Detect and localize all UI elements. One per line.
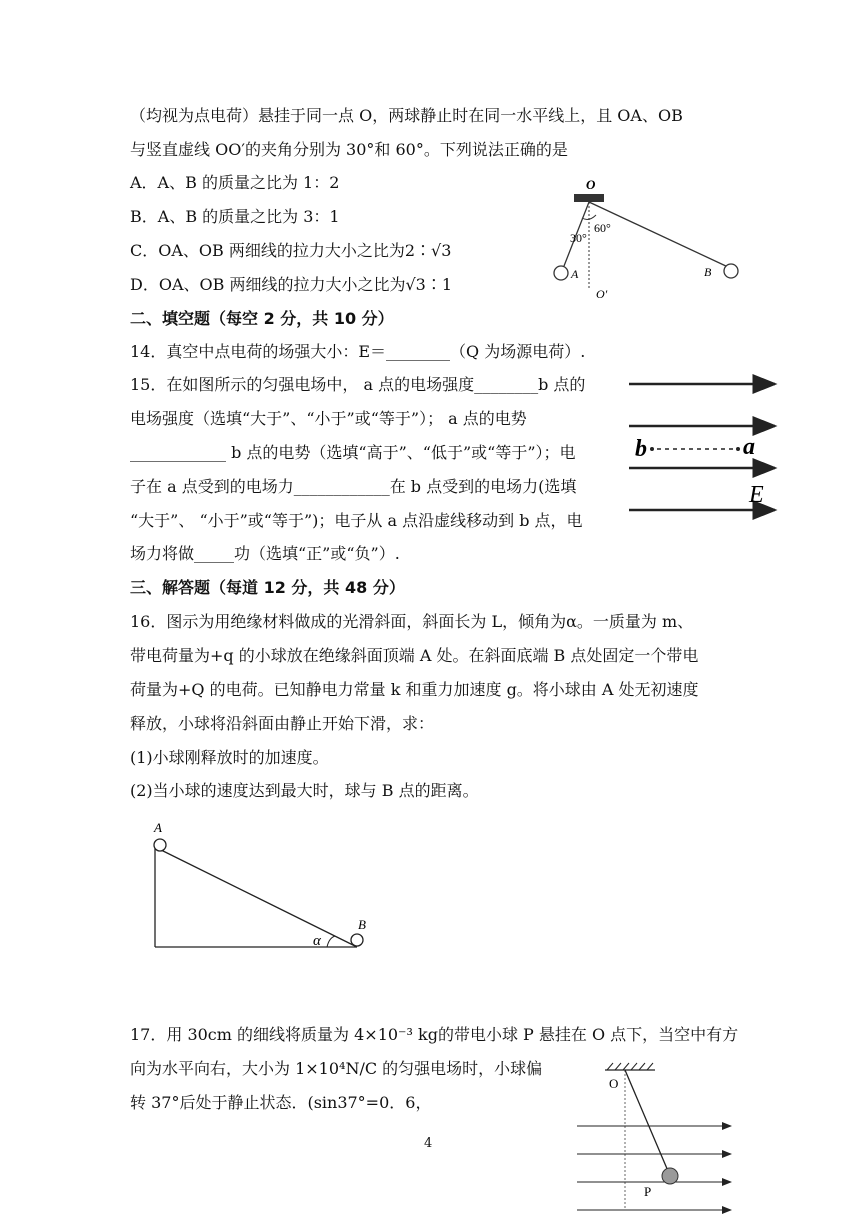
- q16-figure: [145, 815, 385, 955]
- angle-alpha-arc: [327, 936, 335, 947]
- section-3-heading: 三、解答题（每道 12 分，共 48 分）: [130, 578, 405, 597]
- q16-line-3: 荷量为+Q 的电荷。已知静电力常量 k 和重力加速度 g。将小球由 A 处无初速度: [130, 680, 699, 699]
- q13-option-a: A．A、B 的质量之比为 1：2: [130, 173, 340, 192]
- q16-line-4: 释放，小球将沿斜面由静止开始下滑，求：: [130, 714, 435, 733]
- point-o-label: O: [586, 177, 596, 192]
- angle-60-label: 60°: [594, 221, 611, 235]
- q15-figure: [625, 370, 785, 530]
- point-b-label: B: [358, 917, 366, 932]
- incline-slope: [155, 847, 357, 947]
- q16-line-1: 16．图示为用绝缘材料做成的光滑斜面，斜面长为 L，倾角为α。一质量为 m、: [130, 612, 694, 631]
- pendulum-string: [625, 1070, 668, 1171]
- field-e-label: E: [749, 482, 764, 508]
- point-o-prime-label: O′: [596, 287, 608, 301]
- q17-figure: [575, 1058, 735, 1216]
- section-2-heading: 二、填空题（每空 2 分，共 10 分）: [130, 309, 394, 328]
- q16-sub-1: (1)小球刚释放时的加速度。: [130, 748, 329, 767]
- point-a-label: A: [154, 820, 162, 835]
- q15-line-5: “大于”、 “小于”或“等于”)；电子从 a 点沿虚线移动到 b 点，电: [130, 511, 583, 530]
- ceiling-hatch: [607, 1063, 653, 1070]
- q14-text: 14．真空中点电荷的场强大小：E＝________（Q 为场源电荷）.: [130, 342, 586, 361]
- q17-line-2: 向为水平向右，大小为 1×10⁴N/C 的匀强电场时，小球偏: [130, 1059, 543, 1078]
- q13-line-1: （均视为点电荷）悬挂于同一点 O，两球静止时在同一水平线上，且 OA、OB: [130, 106, 683, 125]
- q15-line-1: 15．在如图所示的匀强电场中， a 点的电场强度________b 点的: [130, 375, 586, 394]
- q17-line-3: 转 37°后处于静止状态．(sin37°=0．6，: [130, 1093, 432, 1112]
- ball-p: [662, 1168, 678, 1184]
- q13-option-d: D．OA、OB 两细线的拉力大小之比为√3∶1: [130, 275, 453, 294]
- angle-alpha-label: α: [313, 933, 321, 949]
- q15-line-4: 子在 a 点受到的电场力____________在 b 点受到的电场力(选填: [130, 477, 577, 496]
- point-b-label: B: [704, 265, 712, 279]
- q13-figure: [540, 172, 750, 302]
- q15-line-2: 电场强度（选填“大于”、“小于”或“等于”）； a 点的电势: [130, 409, 527, 428]
- q15-line-6: 场力将做_____功（选填“正”或“负”）.: [130, 544, 400, 563]
- ball-b: [724, 264, 738, 278]
- q13-option-b: B．A、B 的质量之比为 3：1: [130, 207, 340, 226]
- q16-line-2: 带电荷量为+q 的小球放在绝缘斜面顶端 A 处。在斜面底端 B 点处固定一个带电: [130, 646, 699, 665]
- point-a-dot: [736, 447, 740, 451]
- q13-line-2: 与竖直虚线 OO′的夹角分别为 30°和 60°。下列说法正确的是: [130, 140, 568, 159]
- q15-line-3: ____________ b 点的电势（选填“高于”、“低于”或“等于”）；电: [130, 443, 576, 462]
- q16-sub-2: (2)当小球的速度达到最大时，球与 B 点的距离。: [130, 781, 479, 800]
- point-p-label: P: [644, 1184, 652, 1199]
- q13-option-c: C．OA、OB 两细线的拉力大小之比为2∶√3: [130, 241, 452, 260]
- q17-line-1: 17．用 30cm 的细线将质量为 4×10⁻³ kg的带电小球 P 悬挂在 O 点下，当空中有方: [130, 1025, 739, 1044]
- ceiling-hatch: [574, 194, 604, 202]
- point-a-label: a: [743, 434, 755, 460]
- point-b-dot: [650, 447, 654, 451]
- charge-b: [351, 934, 363, 946]
- ball-a: [154, 839, 166, 851]
- point-o-label: O: [609, 1076, 619, 1091]
- ball-a: [554, 266, 568, 280]
- page-number: 4: [424, 1136, 433, 1151]
- point-b-label: b: [635, 436, 647, 462]
- point-a-label: A: [571, 267, 579, 281]
- angle-30-label: 30°: [570, 231, 587, 245]
